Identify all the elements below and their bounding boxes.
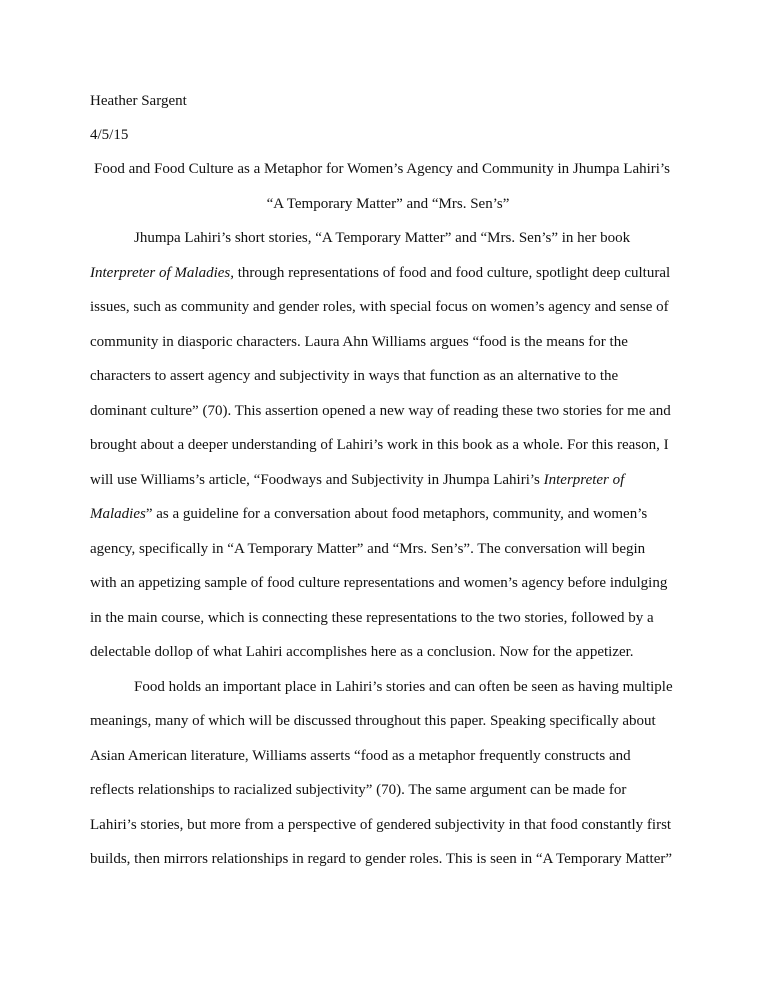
paragraph-1-line: Interpreter of Maladies, through representations of food and food culture, spotlight deep cultural — [90, 265, 671, 281]
book-title: Interpreter of Maladies, — [90, 265, 235, 281]
paragraph-2-line: builds, then mirrors relationships in regard to gender roles. This is seen in “A Temporary Matter” — [90, 851, 673, 867]
paragraph-2-line: meanings, many of which will be discussed throughout this paper. Speaking specifically about — [90, 713, 656, 729]
book-title: Maladies — [90, 506, 146, 522]
paragraph-1-line: in the main course, which is connecting these representations to the two stories, followed by a — [90, 610, 654, 626]
paragraph-1-line: delectable dollop of what Lahiri accomplishes here as a conclusion. Now for the appetizer. — [90, 644, 634, 660]
author-name: Heather Sargent — [90, 93, 187, 109]
date: 4/5/15 — [90, 127, 129, 143]
paragraph-1-line: characters to assert agency and subjectivity in ways that function as an alternative to the — [90, 368, 619, 384]
title-line-1: Food and Food Culture as a Metaphor for Women’s Agency and Community in Jhumpa Lahiri’s — [94, 161, 670, 177]
paragraph-1-line: agency, specifically in “A Temporary Matter” and “Mrs. Sen’s”. The conversation will begin — [90, 541, 646, 557]
paragraph-2-line: Food holds an important place in Lahiri’s stories and can often be seen as having multiple — [134, 679, 673, 695]
book-title: Interpreter of — [543, 472, 625, 488]
paragraph-1-line: will use Williams’s article, “Foodways and Subjectivity in Jhumpa Lahiri’s Interpreter of — [90, 472, 625, 488]
paragraph-1-line: Maladies” as a guideline for a conversation about food metaphors, community, and women’s — [90, 506, 648, 522]
paragraph-1-line: dominant culture” (70). This assertion opened a new way of reading these two stories for me and — [90, 403, 671, 419]
paragraph-2-line: reflects relationships to racialized subjectivity” (70). The same argument can be made for — [90, 782, 627, 798]
paragraph-2-line: Asian American literature, Williams asserts “food as a metaphor frequently constructs and — [90, 748, 631, 764]
paragraph-1-line: brought about a deeper understanding of Lahiri’s work in this book as a whole. For this reason, I — [90, 437, 669, 453]
paragraph-1-line: with an appetizing sample of food culture representations and women’s agency before indulging — [90, 575, 668, 591]
paragraph-1-line: Jhumpa Lahiri’s short stories, “A Temporary Matter” and “Mrs. Sen’s” in her book — [134, 230, 631, 246]
paragraph-1-line: issues, such as community and gender roles, with special focus on women’s agency and sense of — [90, 299, 669, 315]
paragraph-2-line: Lahiri’s stories, but more from a perspective of gendered subjectivity in that food constantly first — [90, 817, 672, 833]
paragraph-1-line: community in diasporic characters. Laura Ahn Williams argues “food is the means for the — [90, 334, 628, 350]
title-line-2: “A Temporary Matter” and “Mrs. Sen’s” — [266, 196, 510, 212]
